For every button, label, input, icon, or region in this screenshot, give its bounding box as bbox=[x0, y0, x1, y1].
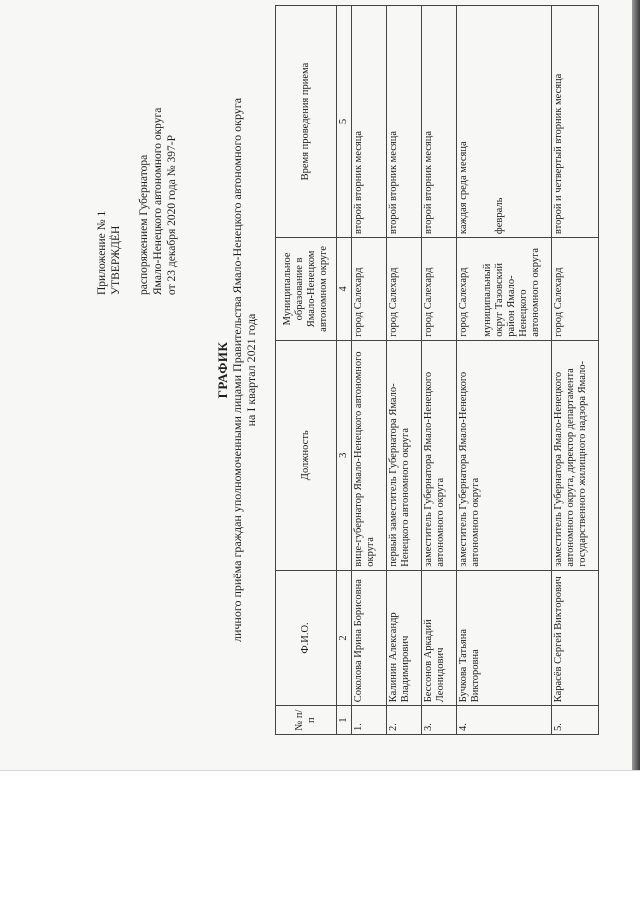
document-title bbox=[216, 5, 258, 735]
row-position: заместитель Губернатора Ямало-Ненецкого автономного округа, директор департамента государственного жилищного надзора Ямало- bbox=[552, 340, 599, 570]
schedule-table bbox=[275, 5, 599, 735]
row-name: Соколова Ирина Борисовна bbox=[352, 570, 387, 706]
approval-block bbox=[95, 45, 179, 295]
row-position: заместитель Губернатора Ямало-Ненецкого автономного округа bbox=[422, 340, 457, 570]
row-time: второй вторник месяца bbox=[422, 6, 457, 238]
table-header-row bbox=[276, 6, 337, 735]
decree-line: распоряжением Губернатора bbox=[138, 154, 150, 295]
header-name: Ф.И.О. bbox=[276, 570, 337, 706]
row-time: второй вторник месяца bbox=[352, 6, 387, 238]
row-num: 1. bbox=[352, 706, 387, 735]
row-name: Калинин Александр Владимирович bbox=[387, 570, 422, 706]
table-row bbox=[387, 6, 422, 735]
title-line2: на I квартал 2021 года bbox=[244, 313, 258, 427]
region-line: Ямало-Ненецкого автономного округа bbox=[152, 107, 164, 295]
appendix-label: Приложение № 1 bbox=[96, 210, 108, 295]
row-num: 2. bbox=[387, 706, 422, 735]
header-municipality: Муниципальное образование в Ямало-Ненецком автономном округе bbox=[276, 238, 337, 341]
row-time: второй вторник месяца bbox=[387, 6, 422, 238]
colnum-3: 3 bbox=[337, 340, 352, 570]
table-row bbox=[422, 6, 457, 735]
row-num: 5. bbox=[552, 706, 599, 735]
time-primary: каждая среда месяца bbox=[458, 141, 469, 235]
title-line1: личного приёма граждан уполномоченными лицами Правительства Ямало-Ненецкого автономного округа bbox=[230, 97, 244, 643]
row-name: Бессонов Аркадий Леонидович bbox=[422, 570, 457, 706]
decree-date: от 23 декабря 2020 года № 397-Р bbox=[166, 135, 178, 295]
header-time: Время проведения приема bbox=[276, 6, 337, 238]
row-position: заместитель Губернатора Ямало-Ненецкого автономного округа bbox=[457, 340, 552, 570]
scan-bottom-edge bbox=[0, 770, 640, 771]
municipality-secondary: муниципальный округ Тазовский район Ямало-Ненецкого автономного округа bbox=[482, 247, 541, 337]
column-number-row bbox=[337, 6, 352, 735]
row-municipality: город Салехард bbox=[552, 238, 599, 341]
title-heading: ГРАФИК bbox=[215, 341, 230, 399]
colnum-4: 4 bbox=[337, 238, 352, 341]
colnum-5: 5 bbox=[337, 6, 352, 238]
row-name: Бучкова Татьяна Викторовна bbox=[457, 570, 552, 706]
scanner-shadow-edge bbox=[632, 0, 640, 770]
row-position: первый заместитель Губернатора Ямало-Ненецкого автономного округа bbox=[387, 340, 422, 570]
colnum-2: 2 bbox=[337, 570, 352, 706]
row-time: второй и четвертый вторник месяца bbox=[552, 6, 599, 238]
row-position: вице-губернатор Ямало-Ненецкого автономного округа bbox=[352, 340, 387, 570]
table-row bbox=[457, 6, 552, 735]
row-municipality: город Салехард bbox=[352, 238, 387, 341]
municipality-primary: город Салехард bbox=[458, 267, 469, 337]
row-num: 4. bbox=[457, 706, 552, 735]
row-num: 3. bbox=[422, 706, 457, 735]
row-municipality bbox=[457, 238, 552, 341]
rotated-document bbox=[40, 5, 600, 735]
table-row bbox=[352, 6, 387, 735]
approved-label: УТВЕРЖДЁН bbox=[110, 225, 122, 295]
row-municipality: город Салехард bbox=[387, 238, 422, 341]
row-time bbox=[457, 6, 552, 238]
colnum-1: 1 bbox=[337, 706, 352, 735]
row-name: Карасёв Сергей Викторович bbox=[552, 570, 599, 706]
row-municipality: город Салехард bbox=[422, 238, 457, 341]
header-position: Должность bbox=[276, 340, 337, 570]
table-row bbox=[552, 6, 599, 735]
header-num: № п/п bbox=[276, 706, 337, 735]
time-secondary: февраль bbox=[494, 197, 505, 235]
